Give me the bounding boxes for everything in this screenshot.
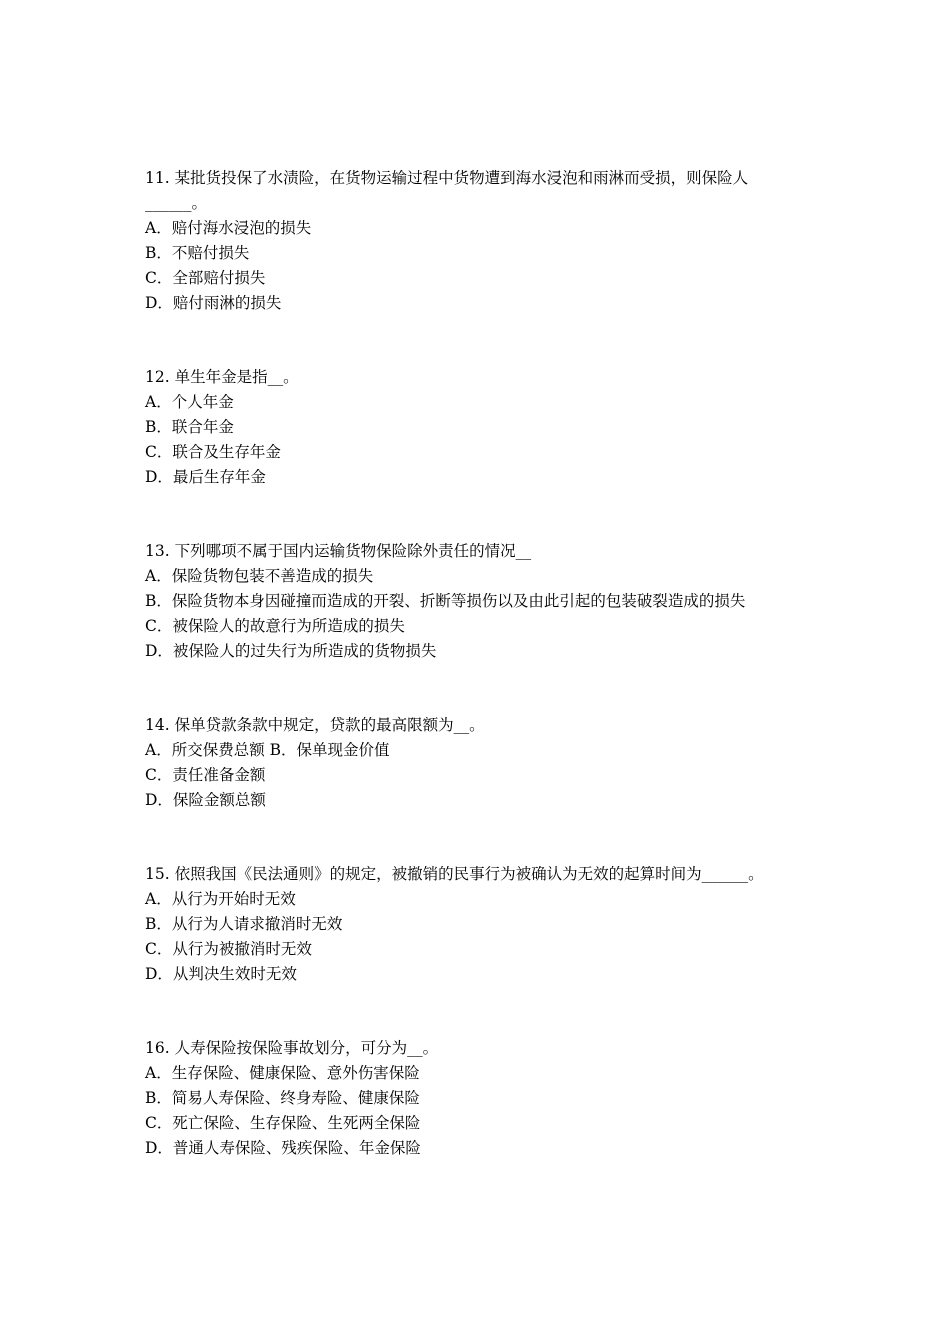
option-b: B．保险货物本身因碰撞而造成的开裂、折断等损伤以及由此引起的包装破裂造成的损失 [145,592,746,610]
question-stem: 11. 某批货投保了水渍险，在货物运输过程中货物遭到海水浸泡和雨淋而受损，则保险人 [145,169,749,187]
question-stem: 13. 下列哪项不属于国内运输货物保险除外责任的情况__ [145,542,532,560]
option-c: C．联合及生存年金 [145,443,281,461]
question-stem: 15. 依照我国《民法通则》的规定，被撤销的民事行为被确认为无效的起算时间为______。 [145,865,764,883]
option-b: B．简易人寿保险、终身寿险、健康保险 [145,1089,420,1107]
option-c: C．责任准备金额 [145,766,266,784]
question-12 [145,365,825,490]
question-14 [145,713,825,813]
option-d: D．最后生存年金 [145,468,266,486]
option-b: B．从行为人请求撤消时无效 [145,915,343,933]
question-stem: 16. 人寿保险按保险事故划分，可分为__。 [145,1039,439,1057]
option-d: D．普通人寿保险、残疾保险、年金保险 [145,1139,421,1157]
question-15 [145,862,825,987]
option-b: B．不赔付损失 [145,244,250,262]
option-c: C．死亡保险、生存保险、生死两全保险 [145,1114,421,1132]
question-stem: 12. 单生年金是指__。 [145,368,299,386]
option-d: D．保险金额总额 [145,791,266,809]
option-b: B．联合年金 [145,418,234,436]
question-13 [145,539,825,664]
question-11 [145,166,825,316]
option-d: D．被保险人的过失行为所造成的货物损失 [145,642,437,660]
option-a: A．保险货物包装不善造成的损失 [145,567,374,585]
question-stem: 14. 保单贷款条款中规定，贷款的最高限额为__。 [145,716,485,734]
option-d: D．赔付雨淋的损失 [145,294,282,312]
option-a-b: A．所交保费总额 B．保单现金价值 [145,741,390,759]
question-stem-continuation: ______。 [145,194,208,212]
option-d: D．从判决生效时无效 [145,965,297,983]
option-a: A．生存保险、健康保险、意外伤害保险 [145,1064,420,1082]
question-16 [145,1036,825,1161]
option-a: A．从行为开始时无效 [145,890,296,908]
option-a: A．赔付海水浸泡的损失 [145,219,312,237]
option-c: C．全部赔付损失 [145,269,266,287]
option-c: C．从行为被撤消时无效 [145,940,312,958]
option-c: C．被保险人的故意行为所造成的损失 [145,617,405,635]
option-a: A．个人年金 [145,393,234,411]
